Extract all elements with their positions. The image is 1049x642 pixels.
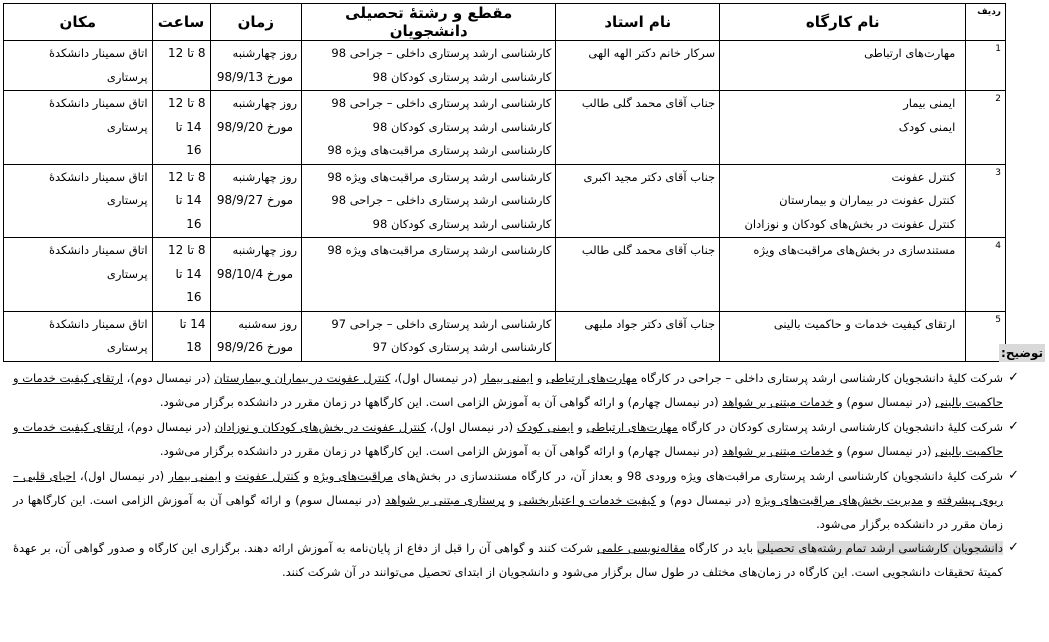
note-text-part: (در نیمسال سوم) و ارائه گواهی آن به آموزش الزامی است. این کارگاهها در زمان مقرر در دانشکده برگزار می‌شود. [13, 493, 1003, 531]
section-line: کارشناسی ارشد پرستاری مراقبت‌های ویژه 98 [327, 169, 552, 184]
time-cell [210, 164, 302, 238]
header-workshop: نام کارگاه [720, 4, 966, 41]
section-cell [302, 41, 556, 91]
weekday: روز چهارشنبه [232, 169, 298, 184]
underlined-term: خدمات مبتنی بر شواهد [722, 395, 834, 409]
hour-line: 14 تا [175, 266, 202, 281]
underlined-term: احیای قلبی – ریوی پیشرفته [13, 469, 1004, 507]
place-cell: اتاق سمینار دانشکدۀ پرستاری [4, 238, 153, 312]
note-text-part: (در نیمسال سوم) و [833, 444, 936, 458]
workshop-name: ارتقای کیفیت خدمات و حاکمیت بالینی [773, 316, 956, 331]
note-text-part: (در نیمسال دوم)، [123, 420, 215, 434]
section-line: کارشناسی ارشد پرستاری داخلی – جراحی 98 [331, 96, 552, 110]
hour-line: 14 تا [175, 119, 202, 134]
note-text-part: شرکت کلیۀ دانشجویان کارشناسی ارشد پرستاری مراقبت‌های ویژه ورودی 98 و بعداز آن، در کارگاه مستندسازی در بخش‌های [393, 469, 1003, 483]
workshop-name: ایمنی بیمار [903, 96, 956, 110]
section-line: کارشناسی ارشد پرستاری داخلی – جراحی 98 [331, 46, 552, 60]
note-text-part: شرکت کلیۀ دانشجویان کارشناسی ارشد پرستاری داخلی – جراحی در کارگاه [637, 371, 1003, 385]
time-cell [210, 238, 302, 312]
time-cell [210, 91, 302, 165]
teacher-cell: سرکار خانم دکتر الهه الهی [556, 41, 720, 91]
underlined-term: ایمنی بیمار [168, 469, 222, 483]
date: مورخ 98/9/26 [216, 340, 294, 354]
check-icon: ✓ [1008, 419, 1019, 434]
underlined-term: کنترل عفونت در بخش‌های کودکان و نوزادان [214, 420, 427, 434]
check-icon: ✓ [1008, 540, 1019, 555]
note-text [13, 464, 1003, 536]
underlined-term: پرستاری مبتنی بر شواهد [385, 493, 505, 507]
place-cell: اتاق سمینار دانشکدۀ پرستاری [4, 311, 153, 361]
hour-cell [152, 238, 210, 312]
section-cell [302, 238, 556, 312]
place-cell: اتاق سمینار دانشکدۀ پرستاری [4, 91, 153, 165]
note-text-part: شرکت کلیۀ دانشجویان کارشناسی ارشد پرستاری کودکان در کارگاه [677, 420, 1004, 434]
section-line: کارشناسی ارشد پرستاری کودکان 97 [372, 340, 552, 354]
underlined-term: مهارت‌های ارتباطی [545, 371, 638, 385]
row-number-cell: 2 [966, 91, 1006, 165]
weekday: روز چهارشنبه [232, 243, 298, 257]
underlined-term: مراقبت‌های ویژه [313, 469, 394, 483]
workshop-table [3, 3, 1006, 362]
note-text-part: (در نیمسال دوم)، [122, 371, 215, 385]
note-text-part: و [504, 493, 519, 507]
teacher-cell: جناب آقای دکتر مجید اکبری [556, 164, 720, 238]
workshop-name: ایمنی کودک [898, 119, 956, 134]
table-row [4, 41, 1006, 91]
section-cell [302, 311, 556, 361]
place-cell: اتاق سمینار دانشکدۀ پرستاری [4, 164, 153, 238]
table-row [4, 164, 1006, 238]
note-text-part: (در نیمسال سوم) و [833, 395, 936, 409]
weekday: روز سه‌شنبه [238, 316, 298, 331]
hour-line: 8 تا 12 [167, 46, 206, 60]
header-radif: ردیف [966, 4, 1006, 41]
workshop-name-cell [720, 41, 966, 91]
section-line: کارشناسی ارشد پرستاری کودکان 98 [372, 69, 552, 84]
table-row [4, 238, 1006, 312]
hour-cell [152, 311, 210, 361]
workshop-name-cell [720, 238, 966, 312]
section-line: کارشناسی ارشد پرستاری کودکان 98 [372, 119, 552, 134]
table-row [4, 311, 1006, 361]
table-row [4, 91, 1006, 165]
note-text-part: و [923, 493, 937, 507]
date: مورخ 98/9/13 [216, 69, 294, 84]
weekday: روز چهارشنبه [232, 96, 298, 110]
teacher-cell: جناب آقای محمد گلی طالب [556, 91, 720, 165]
note-text-part: و [299, 469, 314, 483]
underlined-term: ارتقای کیفیت خدمات و حاکمیت بالینی [13, 371, 1003, 409]
workshop-name-cell [720, 91, 966, 165]
highlighted-term: دانشجویان کارشناسی ارشد تمام رشته‌های تحصیلی [757, 541, 1003, 555]
workshop-name: کنترل عفونت در بیماران و بیمارستان [779, 193, 956, 207]
underlined-term: کیفیت خدمات و اعتباربخشی [518, 493, 657, 507]
teacher-cell: جناب آقای دکتر جواد ملبهی [556, 311, 720, 361]
underlined-term: مهارت‌های ارتباطی [586, 420, 678, 434]
hour-line: 8 تا 12 [167, 243, 206, 257]
note-text-part: باید در کارگاه [685, 541, 757, 555]
workshop-name: مهارت‌های ارتباطی [864, 46, 956, 60]
header-place: مکان [4, 4, 153, 41]
row-number-cell: 5 [966, 311, 1006, 361]
section-line: کارشناسی ارشد پرستاری داخلی – جراحی 97 [331, 316, 552, 331]
workshop-name: کنترل عفونت [891, 169, 956, 184]
time-cell [210, 41, 302, 91]
date: مورخ 98/9/27 [216, 193, 294, 207]
note-text-part: (در نیمسال اول)، [390, 371, 481, 385]
note-text-part: و [573, 420, 587, 434]
hour-cell [152, 41, 210, 91]
hour-cell [152, 91, 210, 165]
place-cell: اتاق سمینار دانشکدۀ پرستاری [4, 41, 153, 91]
header-teacher: نام استاد [556, 4, 720, 41]
note-text-part: (در نیمسال اول)، [75, 469, 169, 483]
header-hour: ساعت [152, 4, 210, 41]
section-line: کارشناسی ارشد پرستاری داخلی – جراحی 98 [331, 193, 552, 207]
section-cell [302, 164, 556, 238]
note-text-part: (در نیمسال چهارم) و ارائه گواهی آن به آموزش الزامی است. این کارگاهها در زمان مقرر در دانشکده برگزار می‌شود. [159, 395, 723, 409]
note-text-part: (در نیمسال دوم) و [656, 493, 755, 507]
section-cell [302, 91, 556, 165]
hour-line: 16 [186, 143, 202, 157]
hour-line: 8 تا 12 [167, 96, 206, 110]
hour-line: 18 [186, 340, 202, 354]
underlined-term: مدیریت بخش‌های مراقبت‌های ویژه [755, 493, 924, 507]
workshop-name: کنترل عفونت در بخش‌های کودکان و نوزادان [744, 216, 956, 231]
underlined-term: ارتقای کیفیت خدمات و حاکمیت بالینی [13, 420, 1003, 458]
section-line: کارشناسی ارشد پرستاری مراقبت‌های ویژه 98 [327, 243, 552, 257]
check-icon: ✓ [1008, 468, 1019, 483]
note-text-part: (در نیمسال اول)، [426, 420, 517, 434]
check-icon: ✓ [1008, 370, 1019, 385]
workshop-name-cell [720, 164, 966, 238]
workshop-name: مستندسازی در بخش‌های مراقبت‌های ویژه [753, 243, 956, 257]
underlined-term: کنترل عفونت در بیماران و بیمارستان [214, 371, 391, 385]
hour-line: 14 تا [179, 316, 206, 331]
note-text-part: و [221, 469, 235, 483]
underlined-term: ایمنی کودک [516, 420, 574, 434]
header-section: مقطع و رشتۀ تحصیلی دانشجویان [302, 4, 556, 41]
workshop-name-cell [720, 311, 966, 361]
note-text-part: و [533, 371, 546, 385]
note-text-part: شرکت کنند و گواهی آن را قبل از دفاع از پایان‌نامه به آموزش ارائه دهند. برگزاری این کارگاه و صدور گواهی آن، بر عهدۀ کمیتۀ تحقیقات دانشجویی است. این کارگاه در زمان‌های مختلف در طول سال برگزار می‌شود و دانشجویان از ابتدای تحصیل می‌توانند در آن شرکت کنند. [13, 541, 1003, 579]
section-line: کارشناسی ارشد پرستاری کودکان 98 [372, 216, 552, 231]
underlined-term: ایمنی بیمار [480, 371, 534, 385]
hour-cell [152, 164, 210, 238]
note-text [13, 536, 1003, 584]
date: مورخ 98/9/20 [216, 119, 294, 134]
row-number-cell: 1 [966, 41, 1006, 91]
row-number-cell: 3 [966, 164, 1006, 238]
weekday: روز چهارشنبه [232, 46, 298, 60]
section-line: کارشناسی ارشد پرستاری مراقبت‌های ویژه 98 [327, 143, 552, 157]
hour-line: 8 تا 12 [167, 169, 206, 184]
table-header-row [4, 4, 1006, 41]
date: مورخ 98/10/4 [216, 266, 294, 281]
hour-line: 16 [186, 216, 202, 231]
hour-line: 16 [186, 290, 202, 304]
underlined-term: خدمات مبتنی بر شواهد [722, 444, 834, 458]
note-text-part: (در نیمسال چهارم) و ارائه گواهی آن به آموزش الزامی است. این کارگاهها در زمان مقرر در دانشکده برگزار می‌شود. [159, 444, 723, 458]
underlined-term: کنترل عفونت [234, 469, 300, 483]
row-number-cell: 4 [966, 238, 1006, 312]
header-time: زمان [210, 4, 302, 41]
note-text [13, 415, 1003, 463]
time-cell [210, 311, 302, 361]
note-text [13, 366, 1003, 414]
notes-title: توضیح: [1001, 346, 1043, 360]
table-body [4, 41, 1006, 362]
underlined-term: مقاله‌نویسی علمی [597, 541, 686, 555]
teacher-cell: جناب آقای محمد گلی طالب [556, 238, 720, 312]
hour-line: 14 تا [175, 193, 202, 207]
